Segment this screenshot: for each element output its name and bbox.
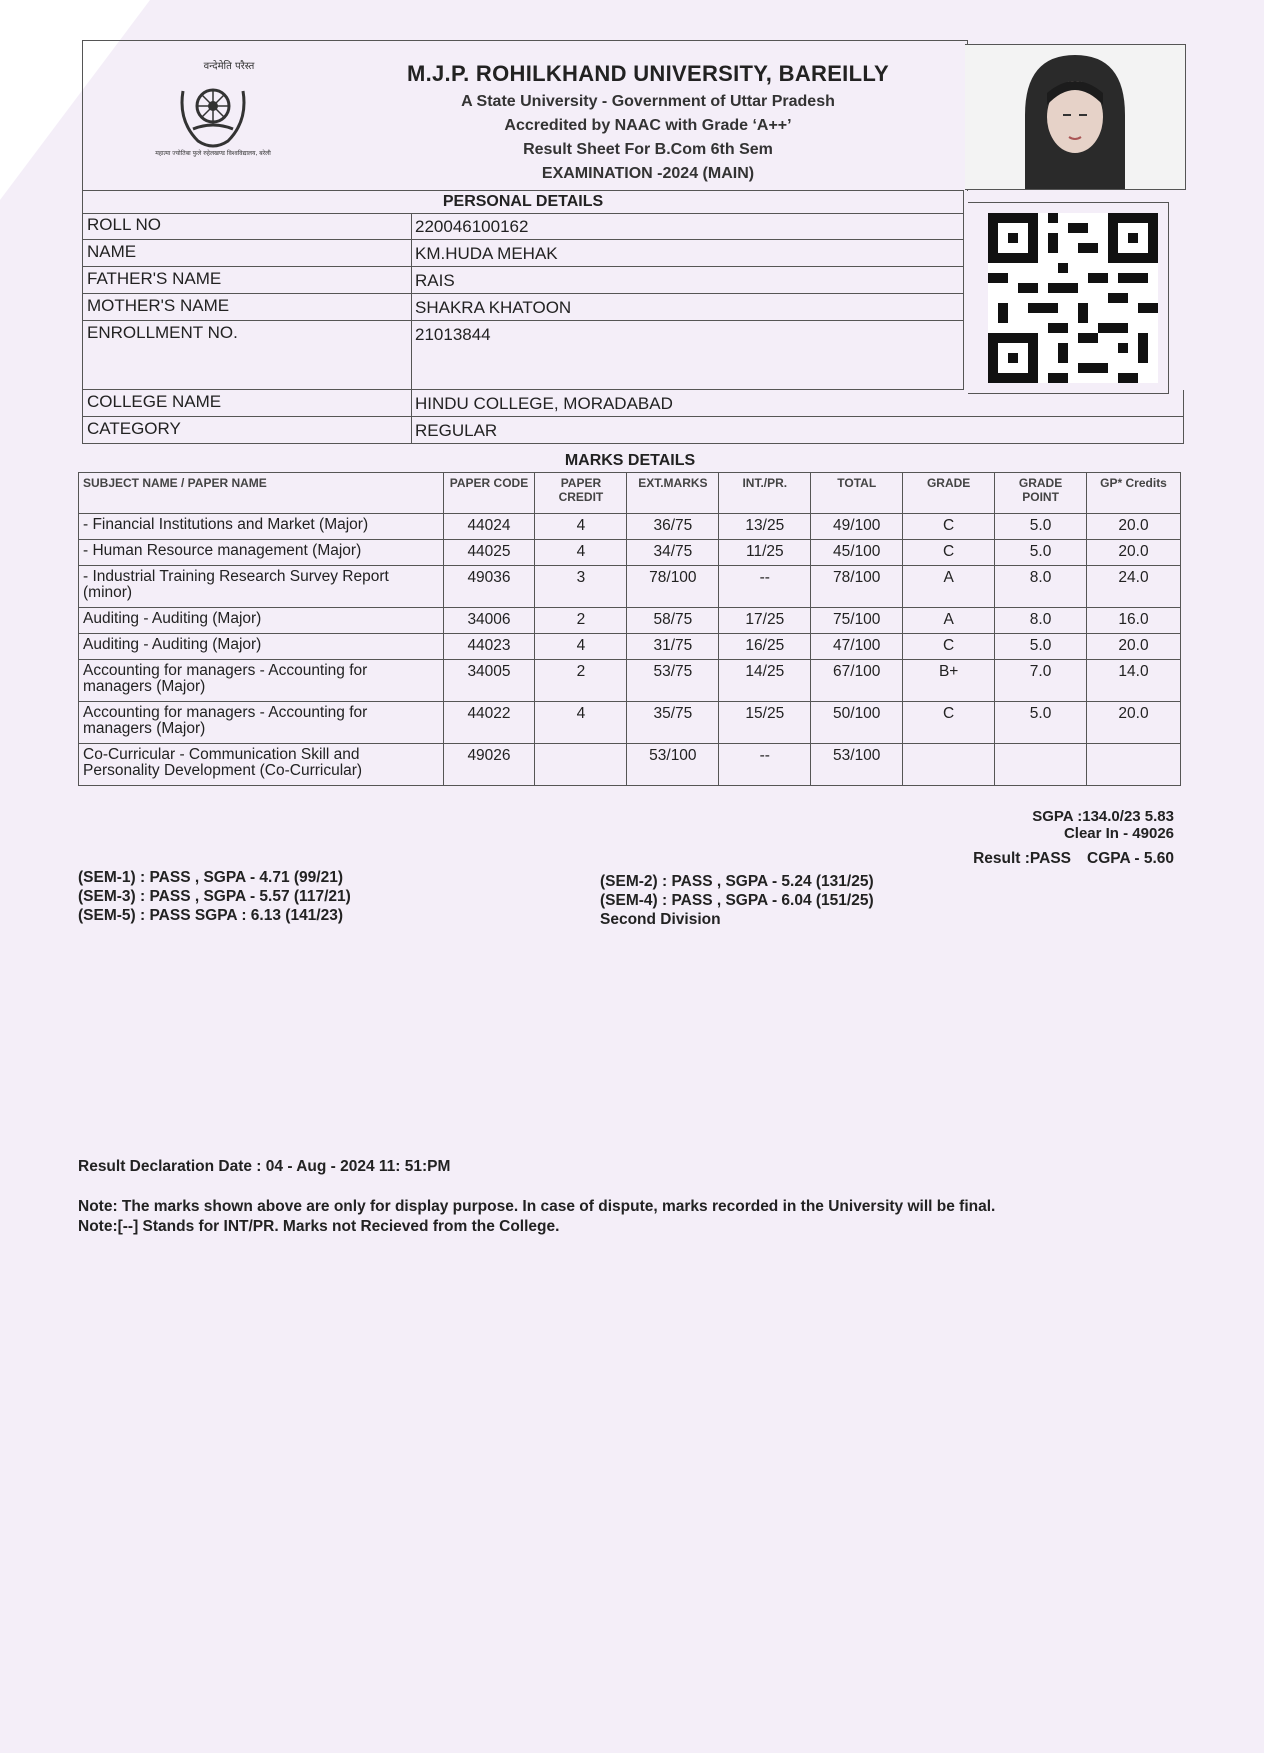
marks-cell: 34006 xyxy=(443,608,535,634)
cgpa-value: CGPA - 5.60 xyxy=(1087,850,1174,867)
svg-text:महात्मा ज्योतिबा फुले रुहेलखण्: महात्मा ज्योतिबा फुले रुहेलखण्ड विश्वविद्यालय, बरेली xyxy=(155,150,271,157)
col-total: TOTAL xyxy=(811,473,903,514)
marks-cell: 11/25 xyxy=(719,540,811,566)
note-display-purpose: Note: The marks shown above are only for display purpose. In case of dispute, marks recorded in the University will be final. xyxy=(78,1198,996,1215)
marks-cell: 4 xyxy=(535,702,627,744)
clear-in: Clear In - 49026 xyxy=(1063,825,1174,842)
personal-details-heading: PERSONAL DETAILS xyxy=(82,190,964,214)
marks-row xyxy=(79,514,1181,540)
marks-row xyxy=(79,566,1181,608)
semester-results-right xyxy=(600,872,874,929)
row-mother-name xyxy=(82,294,964,321)
marks-cell: 44024 xyxy=(443,514,535,540)
marks-cell: 20.0 xyxy=(1087,540,1181,566)
row-father-name xyxy=(82,267,964,294)
result-declaration-date: Result Declaration Date : 04 - Aug - 2024 11: 51:PM xyxy=(78,1158,451,1175)
row-name xyxy=(82,240,964,267)
marks-row xyxy=(79,744,1181,786)
marks-cell: 13/25 xyxy=(719,514,811,540)
subject-name-cell: - Human Resource management (Major) xyxy=(79,540,444,566)
marks-cell: C xyxy=(903,540,995,566)
marks-cell: 49036 xyxy=(443,566,535,608)
marks-cell: 35/75 xyxy=(627,702,719,744)
marks-cell: 44023 xyxy=(443,634,535,660)
marks-cell: 53/100 xyxy=(811,744,903,786)
father-value: RAIS xyxy=(415,271,455,290)
marks-row xyxy=(79,540,1181,566)
marks-cell: 5.0 xyxy=(995,634,1087,660)
marks-cell: 15/25 xyxy=(719,702,811,744)
university-name: M.J.P. ROHILKHAND UNIVERSITY, BAREILLY xyxy=(406,61,890,86)
marks-cell: 4 xyxy=(535,634,627,660)
marks-cell: 44025 xyxy=(443,540,535,566)
svg-text:वन्देमेति परैस्त: वन्देमेति परैस्त xyxy=(203,61,255,72)
marks-cell: 75/100 xyxy=(811,608,903,634)
col-int-pr: INT./PR. xyxy=(719,473,811,514)
header-box xyxy=(82,40,968,191)
row-category xyxy=(82,417,1184,444)
marks-row xyxy=(79,608,1181,634)
header-title-block xyxy=(383,61,913,183)
subject-name-cell: Accounting for managers - Accounting for managers (Major) xyxy=(79,660,444,702)
marks-cell: 67/100 xyxy=(811,660,903,702)
marks-row xyxy=(79,660,1181,702)
marks-cell: C xyxy=(903,702,995,744)
mother-label: MOTHER'S NAME xyxy=(87,296,230,315)
marks-cell: A xyxy=(903,608,995,634)
marks-cell: 20.0 xyxy=(1087,634,1181,660)
marks-cell: 31/75 xyxy=(627,634,719,660)
subject-name-cell: Auditing - Auditing (Major) xyxy=(79,608,444,634)
semester-results-left xyxy=(78,868,351,925)
subject-name-cell: Accounting for managers - Accounting for managers (Major) xyxy=(79,702,444,744)
enrollment-label: ENROLLMENT NO. xyxy=(87,323,238,342)
row-roll-no xyxy=(82,213,964,240)
subject-name-cell: Co-Curricular - Communication Skill and Personality Development (Co-Curricular) xyxy=(79,744,444,786)
sem2-result: (SEM-2) : PASS , SGPA - 5.24 (131/25) xyxy=(600,873,874,890)
division: Second Division xyxy=(600,911,721,928)
result-line xyxy=(973,850,1174,868)
marks-cell: 14.0 xyxy=(1087,660,1181,702)
marks-cell: 7.0 xyxy=(995,660,1087,702)
marks-row xyxy=(79,702,1181,744)
marks-cell: 16.0 xyxy=(1087,608,1181,634)
marks-table xyxy=(78,472,1181,786)
marks-cell: 47/100 xyxy=(811,634,903,660)
marks-cell xyxy=(1087,744,1181,786)
marks-cell: 5.0 xyxy=(995,514,1087,540)
roll-label: ROLL NO xyxy=(87,215,162,234)
result-sheet-title: Result Sheet For B.Com 6th Sem xyxy=(523,141,773,158)
college-label: COLLEGE NAME xyxy=(87,392,222,411)
marks-cell: 14/25 xyxy=(719,660,811,702)
col-ext-marks: EXT.MARKS xyxy=(627,473,719,514)
college-value: HINDU COLLEGE, MORADABAD xyxy=(415,394,673,413)
marks-cell: 34/75 xyxy=(627,540,719,566)
marks-cell: 2 xyxy=(535,608,627,634)
marks-cell xyxy=(535,744,627,786)
marks-cell: 17/25 xyxy=(719,608,811,634)
marks-cell: C xyxy=(903,634,995,660)
mother-value: SHAKRA KHATOON xyxy=(415,298,572,317)
col-grade-point: GRADE POINT xyxy=(995,473,1087,514)
enrollment-value: 21013844 xyxy=(415,325,491,344)
col-gp-credits: GP* Credits xyxy=(1087,473,1181,514)
marks-row xyxy=(79,634,1181,660)
sem1-result: (SEM-1) : PASS , SGPA - 4.71 (99/21) xyxy=(78,869,344,886)
accreditation: Accredited by NAAC with Grade ‘A++’ xyxy=(504,117,792,134)
subject-name-cell: Auditing - Auditing (Major) xyxy=(79,634,444,660)
marks-cell: A xyxy=(903,566,995,608)
marks-cell xyxy=(995,744,1087,786)
row-college xyxy=(82,390,1184,417)
col-paper-credit: PAPER CREDIT xyxy=(535,473,627,514)
marks-cell xyxy=(903,744,995,786)
marks-cell: 49/100 xyxy=(811,514,903,540)
university-subtitle: A State University - Government of Uttar Pradesh xyxy=(461,93,835,110)
marks-cell: 5.0 xyxy=(995,702,1087,744)
marks-cell: 24.0 xyxy=(1087,566,1181,608)
roll-value: 220046100162 xyxy=(415,217,529,236)
marks-cell: C xyxy=(903,514,995,540)
col-subject: SUBJECT NAME / PAPER NAME xyxy=(79,473,444,514)
marks-cell: 3 xyxy=(535,566,627,608)
sem4-result: (SEM-4) : PASS , SGPA - 6.04 (151/25) xyxy=(600,892,874,909)
marks-cell: 78/100 xyxy=(627,566,719,608)
marks-cell: -- xyxy=(719,566,811,608)
marks-cell: 78/100 xyxy=(811,566,903,608)
marks-cell: 5.0 xyxy=(995,540,1087,566)
category-value: REGULAR xyxy=(415,421,498,440)
sem5-result: (SEM-5) : PASS SGPA : 6.13 (141/23) xyxy=(78,907,344,924)
marks-cell: 8.0 xyxy=(995,608,1087,634)
qr-code xyxy=(968,202,1169,394)
marks-cell: 36/75 xyxy=(627,514,719,540)
marks-cell: 50/100 xyxy=(811,702,903,744)
result-status: Result :PASS xyxy=(973,850,1071,867)
marks-cell: 49026 xyxy=(443,744,535,786)
col-grade: GRADE xyxy=(903,473,995,514)
marks-cell: 16/25 xyxy=(719,634,811,660)
marks-cell: 44022 xyxy=(443,702,535,744)
marks-cell: 20.0 xyxy=(1087,514,1181,540)
marks-header-row xyxy=(79,473,1181,514)
marks-cell: 4 xyxy=(535,540,627,566)
col-paper-code: PAPER CODE xyxy=(443,473,535,514)
subject-name-cell: - Industrial Training Research Survey Report (minor) xyxy=(79,566,444,608)
marks-cell: 45/100 xyxy=(811,540,903,566)
marks-cell: 8.0 xyxy=(995,566,1087,608)
subject-name-cell: - Financial Institutions and Market (Major) xyxy=(79,514,444,540)
marks-cell: 58/75 xyxy=(627,608,719,634)
row-enrollment xyxy=(82,321,964,390)
father-label: FATHER'S NAME xyxy=(87,269,222,288)
marks-cell: 53/100 xyxy=(627,744,719,786)
marks-cell: 4 xyxy=(535,514,627,540)
name-label: NAME xyxy=(87,242,137,261)
marks-cell: 34005 xyxy=(443,660,535,702)
name-value: KM.HUDA MEHAK xyxy=(415,244,558,263)
marks-cell: 2 xyxy=(535,660,627,702)
examination-title: EXAMINATION -2024 (MAIN) xyxy=(541,165,755,182)
marks-details-heading: MARKS DETAILS xyxy=(564,452,696,469)
sgpa-summary xyxy=(1032,808,1174,842)
marks-cell: 53/75 xyxy=(627,660,719,702)
category-label: CATEGORY xyxy=(87,419,181,438)
sem3-result: (SEM-3) : PASS , SGPA - 5.57 (117/21) xyxy=(78,888,351,905)
marks-cell: 20.0 xyxy=(1087,702,1181,744)
marks-cell: B+ xyxy=(903,660,995,702)
student-photo xyxy=(965,44,1186,190)
marks-cell: -- xyxy=(719,744,811,786)
note-int-pr: Note:[--] Stands for INT/PR. Marks not Recieved from the College. xyxy=(78,1218,560,1235)
sgpa-value: SGPA :134.0/23 5.83 xyxy=(1032,808,1174,825)
university-logo xyxy=(143,51,283,171)
